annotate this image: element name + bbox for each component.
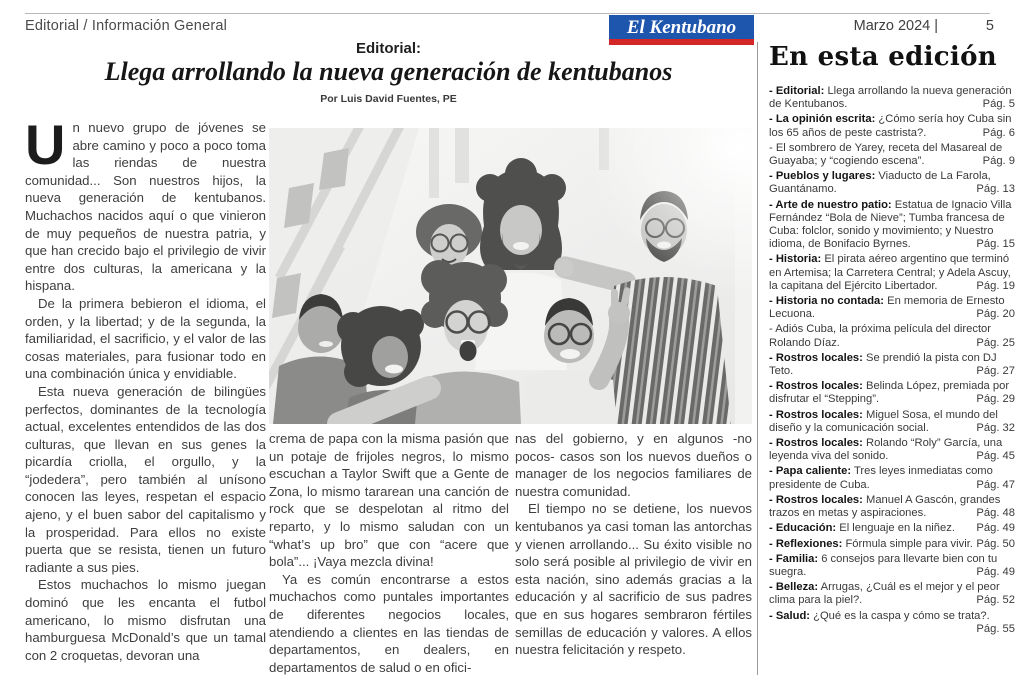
toc-item-page: Pág. 47 bbox=[976, 478, 1015, 491]
article-byline: Por Luis David Fuentes, PE bbox=[320, 93, 457, 105]
toc-item bbox=[769, 253, 1015, 293]
logo-text: El Kentubano bbox=[626, 16, 737, 38]
toc-item-label: - Familia: bbox=[769, 552, 819, 565]
toc-item-text: El lenguaje en la niñez. bbox=[839, 522, 955, 535]
toc-item bbox=[769, 199, 1015, 252]
article-paragraph: Esta nueva generación de bilingües perfectos, dominantes de la tecnología actual, excelentes entendidos de las dos culturas, que llevan en sus genes la picardía criolla, el orgullo, y la “jodedera”, pero también al unísono conocen las leyes, respetan el espacio ajeno, y el buen sabor del capitalismo y la prosperidad. Para ellos no existe puerta que se resista, tienen un futuro radiante a sus pies. bbox=[25, 383, 266, 575]
section-label: Editorial / Información General bbox=[25, 18, 228, 34]
article-column-1 bbox=[25, 119, 266, 675]
toc-item-page: Pág. 52 bbox=[976, 594, 1015, 607]
toc-item-text: Viaducto de La Farola, Guantánamo. bbox=[769, 170, 991, 196]
toc-item-text: El pirata aéreo argentino que terminó en Artemisa; la Carretera Central; y Adela Ascuy, la capitana del Ejército Libertador. bbox=[769, 253, 1011, 292]
toc-item-text: ¿Qué es la caspa y cómo se trata?. bbox=[813, 609, 990, 622]
article-paragraph: Un nuevo grupo de jóvenes se abre camino y poco a poco toma las riendas de nuestra comunidad... Son nuestros hijos, la nueva generación de kentubanos. Muchachos nacidos aquí o que vinieron de muy pequeños de nuestra patria, y que han crecido bajo el privilegio de vivir entre dos culturas, la americana y la hispana. bbox=[25, 119, 266, 294]
article-paragraph: Ya es común encontrarse a estos muchachos como puntales importantes de diferentes negocios locales, atendiendo a clientes en las tiendas de departamentos, en dealers, en departamentos de salud o en ofici- bbox=[269, 571, 509, 675]
toc-item-label: - La opinión escrita: bbox=[769, 113, 876, 126]
toc-item-text: ¿Cómo sería hoy Cuba sin los 65 años de peste castrista?. bbox=[769, 113, 1012, 139]
toc-item bbox=[769, 113, 1015, 139]
toc-item-page: Pág. 50 bbox=[976, 537, 1015, 550]
article-paragraph: Estos muchachos lo mismo juegan dominó que les encanta el futbol americano, lo mismo disfrutan una hamburguesa McDonald’s que un tamal con 2 croquetas, devoran una bbox=[25, 577, 266, 663]
toc-item-text: Rolando “Roly” García, una leyenda viva del sonido. bbox=[769, 437, 1003, 463]
toc-item-label: - Papa caliente: bbox=[769, 465, 852, 478]
toc-item bbox=[769, 295, 1015, 321]
toc-item-page: Pág. 55 bbox=[976, 622, 1015, 635]
table-of-contents bbox=[769, 85, 1015, 636]
toc-item bbox=[769, 85, 1015, 111]
toc-item-label: - Rostros locales: bbox=[769, 493, 863, 506]
toc-item-page: Pág. 19 bbox=[976, 279, 1015, 292]
toc-item-text: Manuel A Gascón, grandes trazos en metas y aspiraciones. bbox=[769, 493, 1001, 520]
toc-item-text: - El sombrero de Yarey, receta del Masareal de Guayaba; y “cogiendo escena”. bbox=[769, 141, 1003, 168]
article-column-2 bbox=[269, 430, 509, 675]
toc-item-text: Arrugas, ¿Cuál es el mejor y el peor clima para la piel?. bbox=[769, 581, 1000, 607]
article-title: Llega arrollando la nueva generación de kentubanos bbox=[104, 57, 673, 86]
toc-item-page: Pág. 5 bbox=[982, 98, 1015, 111]
toc-item-text: Miguel Sosa, el mundo del diseño y la comunicación social. bbox=[769, 408, 998, 434]
toc-item-text: Estatua de Ignacio Villa Fernández “Bola de Nieve”; Tumba francesa de Cuba: folclor, sonido y movimiento; y Nuestro idioma, de Bonifacio Byrnes. bbox=[769, 198, 1012, 251]
toc-item-label: - Educación: bbox=[769, 522, 837, 535]
toc-item-text: - Adiós Cuba, la próxima película del director Rolando Díaz. bbox=[769, 323, 991, 349]
toc-item-label: - Rostros locales: bbox=[769, 380, 863, 393]
toc-item bbox=[769, 170, 1015, 196]
toc-item-text: En memoria de Ernesto Lecuona. bbox=[769, 295, 1005, 321]
toc-item-label: - Rostros locales: bbox=[769, 437, 863, 450]
article-column-3 bbox=[515, 430, 752, 675]
toc-item-text: Se prendió la pista con DJ Teto. bbox=[769, 351, 997, 378]
toc-item-label: - Reflexiones: bbox=[769, 537, 843, 550]
toc-item bbox=[769, 522, 1015, 535]
article-paragraph: El tiempo no se detiene, los nuevos kentubanos ya casi toman las antorchas y vienen arrollando... Su éxito visible no solo será posible al privilegio de vivir en esta nación, sino además gracias a la educación y al sacrificio de sus padres que en sus hogares sembraron fértiles semillas de educación y valores. A ellos nuestra felicitación y respeto. bbox=[515, 501, 752, 658]
toc-item-page: Pág. 6 bbox=[982, 126, 1015, 139]
sidebar-divider bbox=[757, 42, 758, 675]
toc-item bbox=[769, 437, 1015, 463]
toc-item-text: Tres leyes inmediatas como presidente de Cuba. bbox=[769, 465, 993, 491]
toc-item-text: Fórmula simple para vivir. bbox=[845, 537, 973, 550]
toc-item bbox=[769, 142, 1015, 168]
toc-item-label: - Pueblos y lugares: bbox=[769, 170, 876, 183]
toc-item bbox=[769, 538, 1015, 551]
article-paragraph: De la primera bebieron el idioma, el orden, y la libertad; y de la segunda, la familiaridad, el sacrificio, y el valor de las cosas materiales, para fusionar todo en una combinación única y envidiable. bbox=[25, 295, 266, 382]
article-paragraph: nas del gobierno, y en algunos -no pocos- casos son los nuevos dueños o manager de los negocios familiares de nuestra comunidad. bbox=[515, 431, 752, 499]
article-photo bbox=[269, 128, 752, 424]
toc-item-page: Pág. 27 bbox=[976, 365, 1015, 378]
dropcap-letter: U bbox=[25, 119, 66, 176]
toc-item-label: - Salud: bbox=[769, 609, 811, 622]
toc-item-page: Pág. 15 bbox=[976, 238, 1015, 251]
toc-item-label: - Historia no contada: bbox=[769, 295, 884, 308]
toc-item-page: Pág. 32 bbox=[976, 421, 1015, 434]
toc-item bbox=[769, 409, 1015, 435]
toc-item-text: Belinda López, premiada por disfrutar el “Stepping”. bbox=[769, 380, 1010, 406]
toc-item-page: Pág. 49 bbox=[976, 565, 1015, 578]
toc-item-label: - Rostros locales: bbox=[769, 351, 863, 364]
toc-item-text: Llega arrollando la nueva generación de Kentubanos. bbox=[769, 85, 1012, 111]
sidebar-heading: En esta edición bbox=[769, 42, 997, 72]
toc-item bbox=[769, 352, 1015, 378]
toc-item bbox=[769, 610, 1015, 636]
toc-item-page: Pág. 13 bbox=[976, 183, 1015, 196]
toc-item bbox=[769, 465, 1015, 491]
article-paragraph: crema de papa con la misma pasión que un potaje de frijoles negros, lo mismo escuchan a Taylor Swift que a Gente de Zona, lo mismo tararean una canción de rock que se despelotan al ritmo del reparto, y lo mismo saludan con un “what’s up bro” que con “acere que bola”... ¡Vaya mezcla divina! bbox=[269, 431, 509, 570]
toc-item-page: Pág. 9 bbox=[982, 155, 1015, 168]
toc-item-page: Pág. 49 bbox=[976, 522, 1015, 535]
toc-item-label: - Belleza: bbox=[769, 581, 819, 594]
toc-item bbox=[769, 581, 1015, 607]
group-selfie-illustration bbox=[269, 128, 752, 424]
page-number: 5 bbox=[985, 18, 994, 34]
toc-item bbox=[769, 494, 1015, 520]
toc-item-text: 6 consejos para llevarte bien con tu suegra. bbox=[769, 552, 998, 578]
toc-item-page: Pág. 29 bbox=[976, 393, 1015, 406]
toc-item bbox=[769, 323, 1015, 349]
toc-item bbox=[769, 380, 1015, 406]
toc-item-label: - Rostros locales: bbox=[769, 408, 863, 421]
article-kicker: Editorial: bbox=[355, 40, 421, 57]
toc-item-label: - Historia: bbox=[769, 253, 822, 266]
toc-item-label: - Arte de nuestro patio: bbox=[769, 198, 892, 211]
header-rule bbox=[25, 13, 990, 14]
toc-item-label: - Editorial: bbox=[769, 85, 825, 97]
toc-item bbox=[769, 553, 1015, 579]
toc-item-page: Pág. 45 bbox=[976, 450, 1015, 463]
toc-item-page: Pág. 20 bbox=[976, 308, 1015, 321]
edition-date: Marzo 2024 | bbox=[853, 18, 938, 34]
sidebar-in-this-edition bbox=[769, 42, 1015, 638]
toc-item-page: Pág. 25 bbox=[976, 336, 1015, 349]
toc-item-page: Pág. 48 bbox=[976, 507, 1015, 520]
